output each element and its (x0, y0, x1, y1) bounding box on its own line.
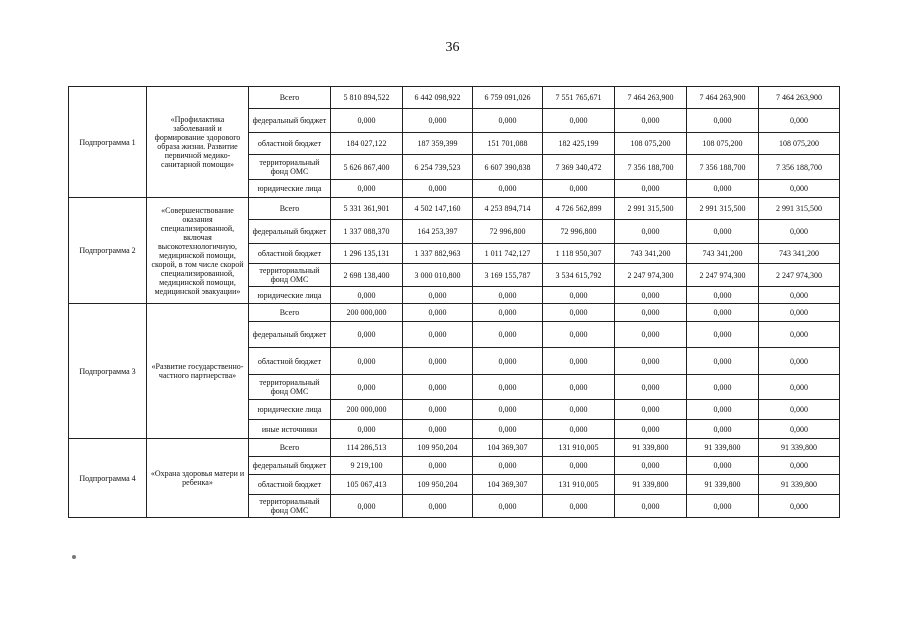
amount-cell: 200 000,000 (331, 400, 403, 420)
amount-cell: 0,000 (403, 495, 473, 518)
funding-source-cell: иные источники (249, 420, 331, 439)
program-name-cell: Подпрограмма 2 (69, 198, 147, 304)
amount-cell: 0,000 (687, 180, 759, 198)
amount-cell: 0,000 (615, 109, 687, 133)
amount-cell: 0,000 (615, 304, 687, 322)
amount-cell: 114 286,513 (331, 439, 403, 457)
amount-cell: 7 464 263,900 (687, 87, 759, 109)
amount-cell: 0,000 (759, 220, 840, 244)
scan-mark (72, 555, 76, 559)
funding-source-cell: территориальный фонд ОМС (249, 375, 331, 400)
amount-cell: 109 950,204 (403, 475, 473, 495)
amount-cell: 0,000 (687, 375, 759, 400)
amount-cell: 0,000 (543, 109, 615, 133)
amount-cell: 0,000 (615, 287, 687, 304)
amount-cell: 7 551 765,671 (543, 87, 615, 109)
amount-cell: 0,000 (473, 400, 543, 420)
amount-cell: 0,000 (403, 457, 473, 475)
amount-cell: 1 296 135,131 (331, 244, 403, 264)
amount-cell: 4 253 894,714 (473, 198, 543, 220)
amount-cell: 0,000 (759, 322, 840, 348)
amount-cell: 91 339,800 (615, 475, 687, 495)
amount-cell: 0,000 (331, 287, 403, 304)
amount-cell: 2 247 974,300 (615, 264, 687, 287)
amount-cell: 3 000 010,800 (403, 264, 473, 287)
amount-cell: 7 464 263,900 (759, 87, 840, 109)
program-name-cell: Подпрограмма 4 (69, 439, 147, 518)
amount-cell: 0,000 (687, 220, 759, 244)
amount-cell: 0,000 (331, 420, 403, 439)
program-description-cell: «Совершенствование оказания специализированной, включая высокотехнологичную, медицинской помощи, скорой, в том числе скорой специализированной, медицинской помощи, медицинской эвакуации» (147, 198, 249, 304)
amount-cell: 151 701,088 (473, 133, 543, 155)
amount-cell: 0,000 (403, 400, 473, 420)
amount-cell: 105 067,413 (331, 475, 403, 495)
amount-cell: 6 607 390,838 (473, 155, 543, 180)
funding-source-cell: Всего (249, 198, 331, 220)
amount-cell: 0,000 (759, 375, 840, 400)
amount-cell: 0,000 (687, 287, 759, 304)
funding-source-cell: федеральный бюджет (249, 457, 331, 475)
program-description-cell: «Профилактика заболеваний и формирование здорового образа жизни. Развитие первичной медико-санитарной помощи» (147, 87, 249, 198)
amount-cell: 0,000 (759, 348, 840, 375)
amount-cell: 91 339,800 (615, 439, 687, 457)
amount-cell: 0,000 (543, 457, 615, 475)
table-row (69, 439, 840, 457)
amount-cell: 0,000 (687, 495, 759, 518)
amount-cell: 0,000 (473, 348, 543, 375)
amount-cell: 3 534 615,792 (543, 264, 615, 287)
amount-cell: 1 011 742,127 (473, 244, 543, 264)
amount-cell: 184 027,122 (331, 133, 403, 155)
amount-cell: 7 356 188,700 (759, 155, 840, 180)
amount-cell: 0,000 (687, 420, 759, 439)
amount-cell: 0,000 (331, 375, 403, 400)
funding-source-cell: юридические лица (249, 400, 331, 420)
amount-cell: 0,000 (331, 180, 403, 198)
amount-cell: 91 339,800 (687, 439, 759, 457)
amount-cell: 0,000 (543, 348, 615, 375)
amount-cell: 743 341,200 (615, 244, 687, 264)
funding-source-cell: юридические лица (249, 287, 331, 304)
amount-cell: 0,000 (543, 400, 615, 420)
funding-source-cell: Всего (249, 439, 331, 457)
amount-cell: 72 996,800 (473, 220, 543, 244)
amount-cell: 2 991 315,500 (687, 198, 759, 220)
amount-cell: 0,000 (687, 348, 759, 375)
amount-cell: 0,000 (543, 322, 615, 348)
amount-cell: 0,000 (543, 287, 615, 304)
amount-cell: 91 339,800 (687, 475, 759, 495)
funding-source-cell: областной бюджет (249, 475, 331, 495)
table-row (69, 198, 840, 220)
amount-cell: 1 337 882,963 (403, 244, 473, 264)
amount-cell: 0,000 (615, 348, 687, 375)
table-row (69, 87, 840, 109)
amount-cell: 0,000 (473, 287, 543, 304)
amount-cell: 7 369 340,472 (543, 155, 615, 180)
amount-cell: 108 075,200 (759, 133, 840, 155)
amount-cell: 2 991 315,500 (759, 198, 840, 220)
funding-source-cell: федеральный бюджет (249, 220, 331, 244)
amount-cell: 0,000 (331, 322, 403, 348)
program-name-cell: Подпрограмма 1 (69, 87, 147, 198)
amount-cell: 182 425,199 (543, 133, 615, 155)
budget-table (68, 86, 840, 518)
amount-cell: 0,000 (543, 495, 615, 518)
amount-cell: 104 369,307 (473, 475, 543, 495)
amount-cell: 2 698 138,400 (331, 264, 403, 287)
amount-cell: 0,000 (687, 457, 759, 475)
amount-cell: 2 247 974,300 (687, 264, 759, 287)
funding-source-cell: федеральный бюджет (249, 322, 331, 348)
amount-cell: 9 219,100 (331, 457, 403, 475)
amount-cell: 0,000 (331, 495, 403, 518)
amount-cell: 0,000 (403, 348, 473, 375)
funding-source-cell: областной бюджет (249, 133, 331, 155)
amount-cell: 0,000 (687, 322, 759, 348)
amount-cell: 4 726 562,899 (543, 198, 615, 220)
amount-cell: 0,000 (403, 420, 473, 439)
amount-cell: 131 910,005 (543, 475, 615, 495)
funding-source-cell: федеральный бюджет (249, 109, 331, 133)
amount-cell: 187 359,399 (403, 133, 473, 155)
amount-cell: 7 356 188,700 (687, 155, 759, 180)
amount-cell: 108 075,200 (615, 133, 687, 155)
amount-cell: 0,000 (615, 420, 687, 439)
amount-cell: 0,000 (615, 400, 687, 420)
funding-source-cell: территориальный фонд ОМС (249, 495, 331, 518)
funding-source-cell: территориальный фонд ОМС (249, 155, 331, 180)
funding-source-cell: территориальный фонд ОМС (249, 264, 331, 287)
amount-cell: 4 502 147,160 (403, 198, 473, 220)
amount-cell: 0,000 (403, 109, 473, 133)
amount-cell: 6 254 739,523 (403, 155, 473, 180)
amount-cell: 7 356 188,700 (615, 155, 687, 180)
table-row (69, 304, 840, 322)
amount-cell: 108 075,200 (687, 133, 759, 155)
amount-cell: 1 118 950,307 (543, 244, 615, 264)
amount-cell: 743 341,200 (687, 244, 759, 264)
budget-table-body (69, 87, 840, 518)
amount-cell: 0,000 (615, 495, 687, 518)
amount-cell: 104 369,307 (473, 439, 543, 457)
amount-cell: 0,000 (687, 109, 759, 133)
amount-cell: 2 991 315,500 (615, 198, 687, 220)
funding-source-cell: Всего (249, 87, 331, 109)
amount-cell: 0,000 (759, 495, 840, 518)
amount-cell: 0,000 (759, 420, 840, 439)
program-description-cell: «Охрана здоровья матери и ребенка» (147, 439, 249, 518)
amount-cell: 0,000 (473, 457, 543, 475)
amount-cell: 0,000 (473, 375, 543, 400)
funding-source-cell: Всего (249, 304, 331, 322)
amount-cell: 5 810 894,522 (331, 87, 403, 109)
amount-cell: 6 759 091,026 (473, 87, 543, 109)
amount-cell: 0,000 (403, 180, 473, 198)
amount-cell: 5 626 867,400 (331, 155, 403, 180)
amount-cell: 91 339,800 (759, 439, 840, 457)
program-description-cell: «Развитие государственно-частного партнерства» (147, 304, 249, 439)
funding-source-cell: областной бюджет (249, 348, 331, 375)
funding-source-cell: областной бюджет (249, 244, 331, 264)
amount-cell: 0,000 (473, 180, 543, 198)
amount-cell: 0,000 (759, 400, 840, 420)
amount-cell: 0,000 (543, 304, 615, 322)
amount-cell: 0,000 (615, 375, 687, 400)
amount-cell: 109 950,204 (403, 439, 473, 457)
amount-cell: 91 339,800 (759, 475, 840, 495)
amount-cell: 6 442 098,922 (403, 87, 473, 109)
amount-cell: 743 341,200 (759, 244, 840, 264)
amount-cell: 0,000 (615, 322, 687, 348)
amount-cell: 0,000 (331, 109, 403, 133)
program-name-cell: Подпрограмма 3 (69, 304, 147, 439)
amount-cell: 2 247 974,300 (759, 264, 840, 287)
amount-cell: 0,000 (615, 180, 687, 198)
amount-cell: 0,000 (759, 109, 840, 133)
amount-cell: 0,000 (543, 375, 615, 400)
amount-cell: 0,000 (473, 304, 543, 322)
amount-cell: 0,000 (403, 322, 473, 348)
amount-cell: 0,000 (615, 457, 687, 475)
amount-cell: 7 464 263,900 (615, 87, 687, 109)
amount-cell: 200 000,000 (331, 304, 403, 322)
amount-cell: 164 253,397 (403, 220, 473, 244)
amount-cell: 0,000 (473, 495, 543, 518)
amount-cell: 0,000 (759, 287, 840, 304)
amount-cell: 0,000 (331, 348, 403, 375)
amount-cell: 0,000 (403, 287, 473, 304)
amount-cell: 0,000 (687, 400, 759, 420)
amount-cell: 0,000 (473, 322, 543, 348)
amount-cell: 0,000 (615, 220, 687, 244)
funding-source-cell: юридические лица (249, 180, 331, 198)
amount-cell: 0,000 (759, 180, 840, 198)
amount-cell: 0,000 (543, 180, 615, 198)
amount-cell: 0,000 (759, 457, 840, 475)
amount-cell: 0,000 (473, 420, 543, 439)
amount-cell: 0,000 (403, 375, 473, 400)
amount-cell: 72 996,800 (543, 220, 615, 244)
amount-cell: 131 910,005 (543, 439, 615, 457)
amount-cell: 3 169 155,787 (473, 264, 543, 287)
amount-cell: 0,000 (759, 304, 840, 322)
amount-cell: 0,000 (687, 304, 759, 322)
amount-cell: 1 337 088,370 (331, 220, 403, 244)
page-number: 36 (445, 40, 460, 55)
amount-cell: 5 331 361,901 (331, 198, 403, 220)
amount-cell: 0,000 (403, 304, 473, 322)
amount-cell: 0,000 (543, 420, 615, 439)
amount-cell: 0,000 (473, 109, 543, 133)
